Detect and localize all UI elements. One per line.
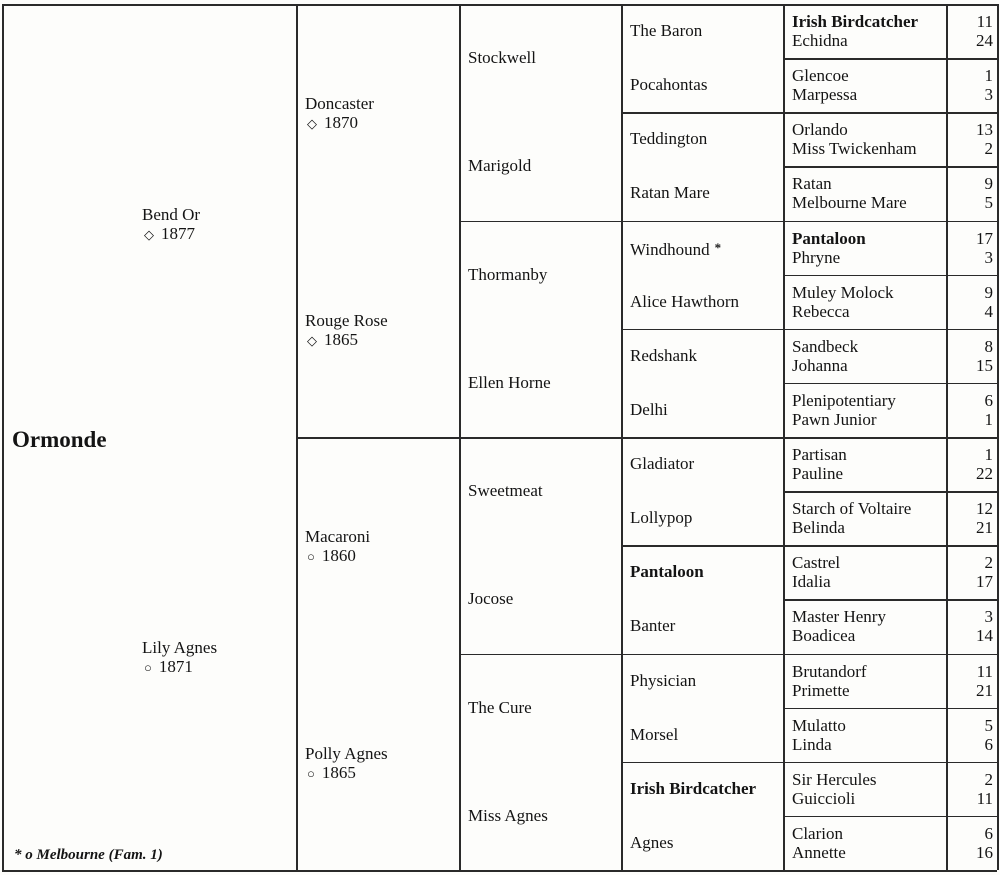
- row-divider: [783, 762, 997, 764]
- gen5-horse-name: Rebecca: [792, 301, 850, 321]
- gen4-horse-name: Windhound *: [630, 239, 722, 259]
- family-number: 12: [976, 499, 993, 519]
- row-divider: [783, 166, 997, 168]
- sex-symbol-icon: ○: [307, 549, 315, 565]
- row-divider: [783, 383, 997, 385]
- gen5-horse-name: Guiccioli: [792, 788, 856, 808]
- family-number: 11: [976, 661, 993, 681]
- gen5-horse-name: Muley Molock: [792, 282, 894, 302]
- family-number: 24: [976, 31, 993, 50]
- gen3-horse-name: Jocose: [468, 589, 514, 609]
- gen5-horse-name: Pauline: [792, 464, 843, 483]
- gen2-horse-name: Polly Agnes: [305, 743, 388, 763]
- row-divider: [783, 816, 997, 818]
- birth-year: 1865: [324, 329, 358, 349]
- sex-symbol-icon: ◇: [307, 332, 317, 348]
- family-number: 2: [984, 769, 993, 789]
- gen3-horse-name: Sweetmeat: [468, 481, 543, 501]
- gen3-horse-name: Ellen Horne: [468, 372, 551, 392]
- gen5-horse-name: Sir Hercules: [792, 769, 877, 789]
- birth-year: 1865: [321, 762, 356, 782]
- gen5-horse-name: Clarion: [792, 823, 843, 843]
- row-divider: [783, 599, 997, 601]
- table-border-bottom: [2, 870, 997, 872]
- gen5-horse-name: Irish Birdcatcher: [792, 12, 919, 31]
- gen2-horse-year: [307, 763, 356, 783]
- row-divider: [783, 437, 997, 439]
- family-number: 14: [976, 626, 993, 646]
- row-divider: [783, 221, 997, 223]
- gen5-horse-name: Primette: [792, 680, 850, 700]
- family-number: 5: [984, 715, 993, 735]
- gen4-horse-name: Gladiator: [630, 454, 695, 474]
- family-number: 17: [976, 572, 993, 592]
- family-number: 5: [984, 193, 993, 213]
- sex-symbol-icon: ◇: [144, 226, 154, 242]
- row-divider: [783, 654, 997, 656]
- family-number: 17: [976, 228, 993, 248]
- sire-name: Bend Or: [142, 204, 201, 224]
- family-number: 8: [984, 336, 993, 356]
- row-divider: [783, 545, 997, 547]
- gen4-horse-name: The Baron: [630, 21, 703, 41]
- family-number: 1: [984, 66, 993, 86]
- gen2-horse-name: Macaroni: [305, 527, 371, 547]
- gen5-horse-name: Marpessa: [792, 85, 858, 105]
- gen5-horse-name: Echidna: [792, 31, 848, 50]
- gen5-horse-name: Glencoe: [792, 66, 849, 86]
- birth-year: 1870: [324, 113, 358, 133]
- sex-symbol-icon: ○: [144, 659, 152, 675]
- family-number: 9: [984, 282, 993, 302]
- row-divider: [783, 58, 997, 60]
- footnote: * o Melbourne (Fam. 1): [14, 847, 163, 863]
- gen5-horse-name: Ratan: [792, 174, 832, 194]
- family-number: 4: [984, 301, 993, 321]
- dam-name: Lily Agnes: [142, 637, 218, 657]
- gen5-horse-name: Phryne: [792, 247, 841, 267]
- gen5-horse-name: Sandbeck: [792, 336, 859, 356]
- gen5-horse-name: Partisan: [792, 445, 847, 464]
- gen4-horse-name: Alice Hawthorn: [630, 291, 740, 311]
- gen5-horse-name: Boadicea: [792, 626, 856, 646]
- gen5-horse-name: Plenipotentiary: [792, 390, 896, 410]
- gen5-horse-name: Castrel: [792, 553, 841, 573]
- gen4-horse-name: Redshank: [630, 345, 698, 365]
- family-number: 6: [984, 823, 993, 843]
- family-number: 11: [976, 12, 993, 31]
- table-border-top: [2, 4, 997, 6]
- gen5-horse-name: Miss Twickenham: [792, 139, 917, 159]
- gen5-horse-name: Mulatto: [792, 715, 846, 735]
- gen5-horse-name: Brutandorf: [792, 661, 867, 681]
- gen5-horse-name: Annette: [792, 842, 846, 862]
- gen2-horse-year: [307, 546, 356, 566]
- gen2-horse-year: [307, 330, 358, 350]
- gen3-horse-name: The Cure: [468, 697, 532, 717]
- gen4-horse-name: Morsel: [630, 724, 679, 744]
- row-divider: [783, 112, 997, 114]
- family-number: 3: [984, 607, 993, 627]
- gen5-horse-name: Orlando: [792, 120, 848, 140]
- birth-year: 1877: [161, 223, 195, 243]
- gen5-horse-name: Linda: [792, 734, 832, 754]
- gen4-horse-name: Irish Birdcatcher: [630, 778, 757, 798]
- family-number: 21: [976, 518, 993, 538]
- row-divider: [783, 329, 997, 331]
- family-number: 2: [984, 553, 993, 573]
- gen5-horse-name: Starch of Voltaire: [792, 499, 912, 519]
- gen4-horse-name: Delhi: [630, 399, 668, 419]
- family-number: 13: [976, 120, 993, 140]
- family-number: 1: [984, 445, 993, 464]
- gen4-horse-name: Ratan Mare: [630, 183, 710, 203]
- gen4-horse-name: Lollypop: [630, 508, 693, 528]
- sex-symbol-icon: ○: [307, 765, 315, 781]
- sire-year: [144, 224, 195, 244]
- gen5-horse-name: Melbourne Mare: [792, 193, 907, 213]
- gen5-horse-name: Pawn Junior: [792, 409, 877, 429]
- gen2-horse-name: Rouge Rose: [305, 310, 388, 330]
- sex-symbol-icon: ◇: [307, 116, 317, 132]
- family-number: 21: [976, 680, 993, 700]
- column-divider: [997, 4, 999, 870]
- row-divider: [783, 275, 997, 277]
- row-divider: [783, 491, 997, 493]
- gen4-horse-name: Pocahontas: [630, 75, 708, 95]
- gen3-horse-name: Miss Agnes: [468, 805, 548, 825]
- gen4-horse-name: Physician: [630, 670, 697, 690]
- family-number: 11: [976, 788, 993, 808]
- family-number: 6: [984, 734, 993, 754]
- gen4-horse-name: Pantaloon: [630, 562, 704, 582]
- family-number: 1: [984, 409, 993, 429]
- column-divider: [2, 4, 4, 870]
- gen5-horse-name: Idalia: [792, 572, 831, 592]
- family-number: 15: [976, 355, 993, 375]
- gen5-horse-name: Master Henry: [792, 607, 886, 627]
- gen5-horse-name: Belinda: [792, 518, 845, 538]
- family-number: 3: [984, 85, 993, 105]
- dam-year: [144, 657, 193, 677]
- birth-year: 1871: [158, 656, 193, 676]
- gen2-horse-year: [307, 113, 358, 133]
- gen3-horse-name: Stockwell: [468, 48, 536, 68]
- gen5-horse-name: Johanna: [792, 355, 848, 375]
- family-number: 6: [984, 390, 993, 410]
- gen4-horse-name: Teddington: [630, 129, 708, 149]
- birth-year: 1860: [321, 546, 356, 566]
- family-number: 16: [976, 842, 993, 862]
- family-number: 2: [984, 139, 993, 159]
- gen5-horse-name: Pantaloon: [792, 228, 866, 248]
- gen4-horse-name: Banter: [630, 616, 676, 636]
- subject-horse-name: Ormonde: [12, 427, 107, 452]
- gen3-horse-name: Marigold: [468, 156, 532, 176]
- gen2-horse-name: Doncaster: [305, 94, 374, 114]
- family-number: 22: [976, 464, 993, 483]
- family-number: 3: [984, 247, 993, 267]
- footnote-marker: *: [714, 239, 722, 255]
- family-number: 9: [984, 174, 993, 194]
- gen4-horse-name: Agnes: [630, 832, 674, 852]
- row-divider: [783, 708, 997, 710]
- gen3-horse-name: Thormanby: [468, 264, 548, 284]
